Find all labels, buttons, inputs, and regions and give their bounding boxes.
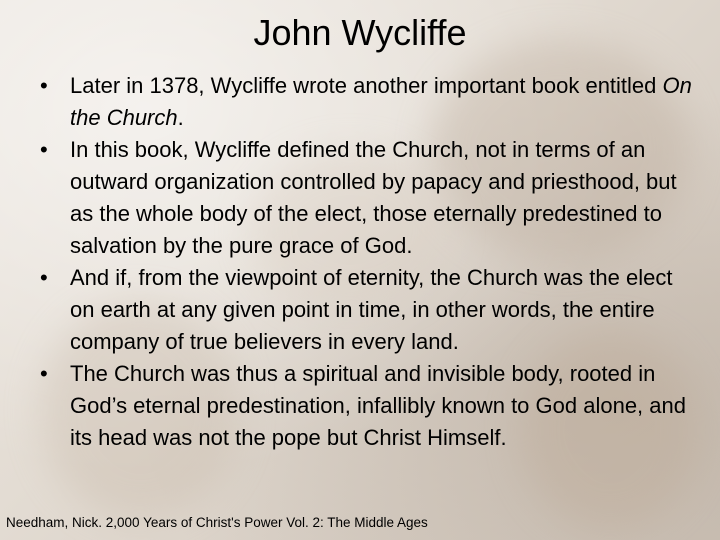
bullet-item bbox=[38, 358, 698, 454]
bullet-text: And if, from the viewpoint of eternity, the Church was the elect on earth at any given point in time, in other words, the entire company of true believers in every land. bbox=[70, 265, 673, 354]
bullet-text-end: . bbox=[177, 105, 184, 130]
bullet-marker: • bbox=[40, 73, 48, 98]
citation: Needham, Nick. 2,000 Years of Christ's Power Vol. 2: The Middle Ages bbox=[6, 515, 428, 530]
bullet-list bbox=[38, 70, 698, 454]
bullet-marker: • bbox=[40, 265, 48, 290]
bullet-marker: • bbox=[40, 137, 48, 162]
bullet-text: In this book, Wycliffe defined the Church, not in terms of an outward organization controlled by papacy and priesthood, but as the whole body of the elect, those eternally predestined to salvation by the pure grace of God. bbox=[70, 137, 677, 258]
bullet-text: Later in 1378, Wycliffe wrote another important book entitled bbox=[70, 73, 663, 98]
bullet-marker: • bbox=[40, 361, 48, 386]
bullet-item bbox=[38, 262, 698, 358]
book-title: On the Church bbox=[70, 73, 692, 130]
bullet-text: The Church was thus a spiritual and invisible body, rooted in God’s eternal predestination, infallibly known to God alone, and its head was not the pope but Christ Himself. bbox=[70, 361, 686, 450]
slide-title: John Wycliffe bbox=[253, 12, 467, 53]
bullet-item bbox=[38, 70, 698, 134]
bullet-item bbox=[38, 134, 698, 262]
